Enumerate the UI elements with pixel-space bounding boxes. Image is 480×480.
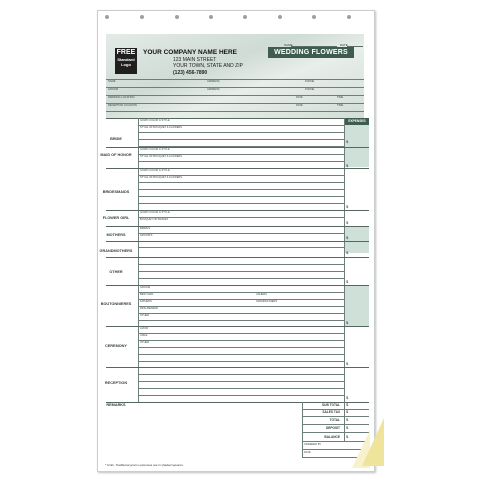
page-curl-yellow-copy <box>362 418 384 466</box>
row-line <box>138 292 344 293</box>
field-label: GRANDFATHERS <box>256 300 278 303</box>
field-label: RECEPTION LOCATION <box>108 104 137 107</box>
currency-sign: $ <box>346 409 349 414</box>
currency-sign: $ <box>346 250 349 255</box>
header-field-line <box>106 79 364 80</box>
header-field-line <box>106 103 364 104</box>
currency-sign: $ <box>346 204 349 209</box>
currency-sign: $ <box>346 279 349 284</box>
row-line <box>138 139 344 140</box>
field-label: TIME <box>337 104 344 107</box>
currency-sign: $ <box>346 320 349 325</box>
totals-line <box>302 416 369 417</box>
field-label: WEDDING LOCATION <box>108 96 135 99</box>
row-line <box>138 264 344 265</box>
field-label: ALTAR <box>140 327 148 330</box>
field-label: NAME <box>108 80 116 83</box>
row-line <box>138 340 344 341</box>
sales-tax-label: SALES TAX <box>322 410 340 414</box>
field-label: GOWN COLOR & STYLE <box>140 119 170 122</box>
section-divider <box>106 241 369 242</box>
row-line <box>138 381 344 382</box>
row-line <box>138 233 344 234</box>
header-field-line <box>106 95 364 96</box>
section-divider <box>106 367 369 368</box>
row-line <box>138 132 344 133</box>
form-name-label: NAME <box>284 43 293 47</box>
balance-label: BALANCE <box>324 435 340 439</box>
expenses-header: EXPENSES <box>345 118 369 125</box>
row-line <box>138 189 344 190</box>
currency-sign: $ <box>346 417 349 422</box>
field-label: OTHER <box>140 314 150 317</box>
section-label: MOTHERS <box>106 233 126 237</box>
company-city: YOUR TOWN, STATE AND ZIP <box>173 63 243 69</box>
row-line <box>138 354 344 355</box>
currency-sign: $ <box>346 402 349 407</box>
company-street: 123 MAIN STREET <box>173 57 217 63</box>
currency-sign: $ <box>346 425 349 430</box>
section-label: BOUTONNIERES <box>100 302 132 306</box>
field-label: GROOM <box>140 286 151 289</box>
currency-sign: $ <box>346 163 349 168</box>
section-label: MAID OF HONOR <box>100 153 132 157</box>
totals-line <box>302 424 369 425</box>
currency-sign: $ <box>346 139 349 144</box>
section-divider <box>106 257 369 258</box>
deposit-label: DEPOSIT <box>326 426 340 430</box>
field-label: AISLE <box>140 334 148 337</box>
row-line <box>138 271 344 272</box>
section-label: OTHER <box>109 270 123 274</box>
field-label: ADDRESS <box>207 80 220 83</box>
field-label: STYLE OF BOUQUET & FLOWERS <box>140 176 183 179</box>
field-label: RING BEARER <box>140 307 158 310</box>
field-label: GROOM'S <box>140 234 153 237</box>
field-label: STYLE OF BOUQUET & FLOWERS <box>140 155 183 158</box>
field-label: BOUQUET OR BASKET <box>140 218 169 221</box>
row-line <box>138 299 344 300</box>
row-line <box>138 361 344 362</box>
row-line <box>138 247 344 248</box>
field-label: FATHERS <box>140 300 152 303</box>
groom-expense-cell <box>345 286 369 326</box>
row-line <box>138 196 344 197</box>
logo-placeholder: FREE Standard Logo <box>115 48 137 74</box>
row-line <box>138 320 344 321</box>
currency-sign: $ <box>346 235 349 240</box>
form-title: WEDDING FLOWERS <box>268 47 354 58</box>
field-label: TIME <box>337 96 344 99</box>
field-label: GOWN COLOR & STYLE <box>140 148 170 151</box>
total-label: TOTAL <box>329 418 340 422</box>
signature-date-label: DATE <box>304 451 311 454</box>
currency-sign: $ <box>346 220 349 225</box>
header-field-line <box>106 111 364 112</box>
section-label: REMARKS <box>106 403 126 407</box>
section-label: GRANDMOTHERS <box>99 249 133 253</box>
row-line <box>138 161 344 162</box>
row-line <box>138 374 344 375</box>
row-line <box>138 217 344 218</box>
ordered-by-label: ORDERED BY <box>304 443 322 446</box>
row-line <box>138 182 344 183</box>
row-line <box>138 347 344 348</box>
totals-right-border <box>344 402 345 442</box>
section-label: BRIDESMAIDS <box>102 190 130 194</box>
field-label: OTHER <box>140 341 150 344</box>
field-label: PHONE <box>305 80 315 83</box>
field-label: GOWN COLOR & STYLE <box>140 169 170 172</box>
field-label: DATE <box>296 96 303 99</box>
header-field-line <box>106 87 364 88</box>
field-label: DATE <box>296 104 303 107</box>
row-line <box>138 278 344 279</box>
field-label: BRIDE'S <box>140 227 151 230</box>
field-label: ADDRESS <box>207 88 220 91</box>
form-date-label: DATE <box>340 43 348 47</box>
currency-sign: $ <box>346 434 349 439</box>
field-label: BEST MAN <box>140 293 154 296</box>
field-label: PHONE <box>305 88 315 91</box>
row-line <box>138 395 344 396</box>
row-line <box>138 306 344 307</box>
field-label: USHERS <box>256 293 267 296</box>
section-label: CEREMONY <box>105 344 127 348</box>
groom-expense-cell <box>345 125 369 167</box>
field-label: GROOM <box>108 88 119 91</box>
section-label: BRIDE <box>110 137 122 141</box>
row-line <box>138 333 344 334</box>
section-label: RECEPTION <box>104 381 128 385</box>
company-phone: (123) 456-7890 <box>173 70 208 76</box>
subtotal-label: SUB TOTAL <box>322 403 340 407</box>
section-label: FLOWER GIRL <box>102 216 130 220</box>
row-line <box>138 313 344 314</box>
footnote: * Units. Traditional groom expenses are in shaded squares. <box>105 463 184 467</box>
groom-expense-cell <box>345 227 369 253</box>
currency-sign: $ <box>346 395 349 400</box>
field-label: GOWN COLOR & STYLE <box>140 211 170 214</box>
row-line <box>138 203 344 204</box>
field-label: STYLE OF BOUQUET & FLOWERS <box>140 126 183 129</box>
company-name: YOUR COMPANY NAME HERE <box>143 49 238 56</box>
currency-sign: $ <box>346 361 349 366</box>
row-line <box>138 388 344 389</box>
